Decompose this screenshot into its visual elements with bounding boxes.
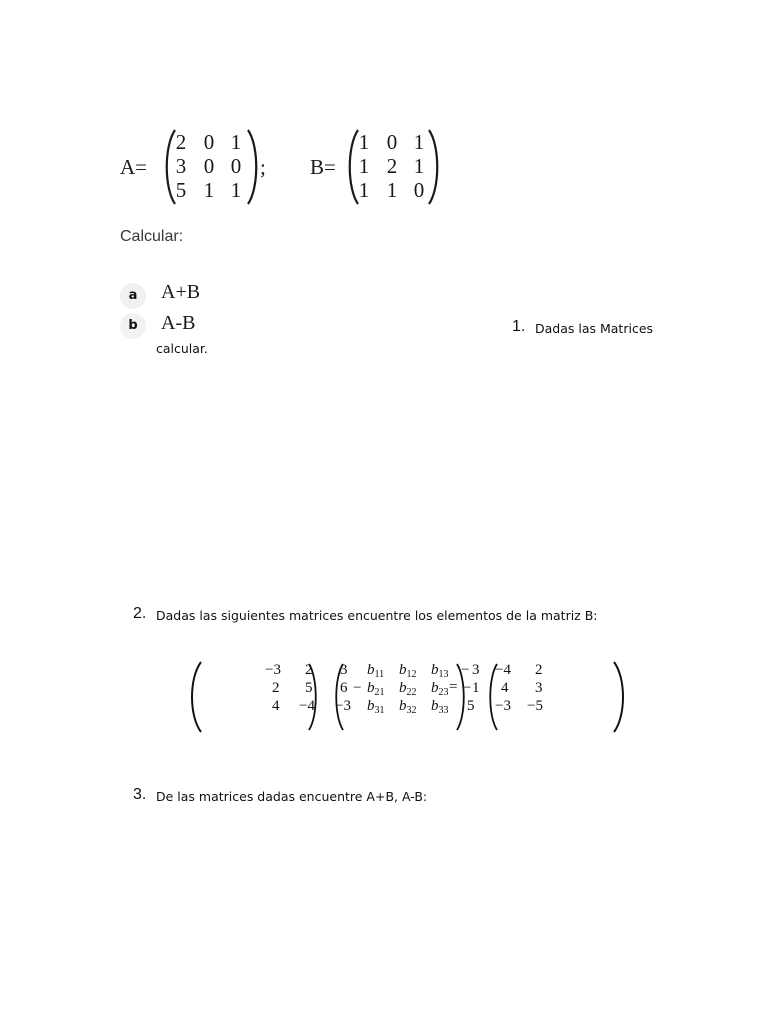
right-matrix-cell: 5 — [467, 698, 475, 714]
outer-right-paren — [611, 660, 627, 734]
right-matrix-cell: 2 — [535, 662, 543, 678]
matrix-equation — [185, 658, 630, 738]
matrix-b-cell: 0 — [413, 178, 425, 202]
matrix-b-cell: 1 — [386, 178, 398, 202]
left-matrix-cell: −3 — [265, 662, 281, 678]
question-3-text: De las matrices dadas encuentre A+B, A-B: — [156, 789, 428, 804]
b-matrix-cell: $b_{11}$ — [367, 662, 385, 680]
left-matrix-cell: 2 — [272, 680, 280, 696]
question-1-number: 1. — [512, 318, 526, 335]
matrix-b-cell: 1 — [413, 154, 425, 178]
question-2-text: Dadas las siguientes matrices encuentre los elementos de la matriz B: — [156, 608, 598, 623]
matrix-a-semicolon: ; — [260, 155, 266, 179]
b-matrix-cell: $b_{22}$ — [399, 680, 417, 698]
question-1-text: Dadas las Matrices — [535, 321, 654, 336]
option-b-expression: A-B — [161, 312, 196, 334]
outer-left-paren — [188, 660, 204, 734]
left-matrix-cell: −4 — [299, 698, 315, 714]
b-matrix-cell: $b_{12}$ — [399, 662, 417, 680]
b-matrix-cell: $b_{23}$ — [431, 680, 449, 698]
matrix-b-label: B= — [310, 155, 336, 179]
right-matrix-cell: 1 — [472, 680, 480, 696]
matrix-a-cell: 1 — [230, 178, 242, 202]
option-a-badge: a — [120, 283, 146, 309]
right-matrix-sign: − — [463, 680, 472, 696]
matrix-a-right-paren — [245, 128, 261, 206]
option-b-badge: b — [120, 313, 146, 339]
left-matrix-cell: 4 — [272, 698, 280, 714]
matrix-a-label: A= — [120, 155, 148, 179]
left-matrix-cell: 5 — [305, 680, 313, 696]
option-a-expression: A+B — [161, 281, 201, 303]
matrix-a-cell: 1 — [203, 178, 215, 202]
matrix-a-cell: 1 — [230, 130, 242, 154]
right-matrix-cell: 3 — [472, 662, 480, 678]
matrix-b-right-paren — [426, 128, 442, 206]
question-1-continuation: calcular. — [156, 341, 208, 356]
matrix-b-body — [353, 130, 433, 205]
b-matrix-cell: $b_{32}$ — [399, 698, 417, 716]
matrix-a-cell: 0 — [203, 130, 215, 154]
left-matrix-right-paren — [307, 662, 319, 732]
right-matrix-cell: −4 — [495, 662, 511, 678]
b-matrix-cell: $b_{33}$ — [431, 698, 449, 716]
right-matrix-cell: 3 — [535, 680, 543, 696]
right-matrix-cell: −3 — [495, 698, 511, 714]
b-matrix-cell: $b_{31}$ — [367, 698, 385, 716]
matrix-b-cell: 1 — [358, 154, 370, 178]
b-matrix-cell: $b_{21}$ — [367, 680, 385, 698]
question-2-number: 2. — [133, 605, 147, 622]
question-3-number: 3. — [133, 786, 147, 803]
matrix-b-cell: 1 — [358, 130, 370, 154]
calcular-heading: Calcular: — [120, 228, 184, 245]
matrix-b-cell: 1 — [413, 130, 425, 154]
left-matrix-cell: 2 — [305, 662, 313, 678]
left-matrix-cell: 3 — [340, 662, 348, 678]
b-matrix-cell: $b_{13}$ — [431, 662, 449, 680]
right-matrix-cell: −5 — [527, 698, 543, 714]
right-matrix-cell: 4 — [501, 680, 509, 696]
left-matrix-cell: −3 — [335, 698, 351, 714]
matrix-a-cell: 5 — [175, 178, 187, 202]
matrix-b-cell: 2 — [386, 154, 398, 178]
equals-sign: = — [449, 679, 458, 695]
right-matrix-sign: − — [461, 662, 470, 678]
left-matrix-cell: 6 — [340, 680, 348, 696]
matrix-a-body — [170, 130, 250, 205]
matrix-a-cell: 2 — [175, 130, 187, 154]
minus-sign: − — [353, 680, 362, 696]
matrix-b-cell: 1 — [358, 178, 370, 202]
matrix-a-cell: 3 — [175, 154, 187, 178]
matrix-a-cell: 0 — [203, 154, 215, 178]
matrix-a-cell: 0 — [230, 154, 242, 178]
matrix-b-cell: 0 — [386, 130, 398, 154]
